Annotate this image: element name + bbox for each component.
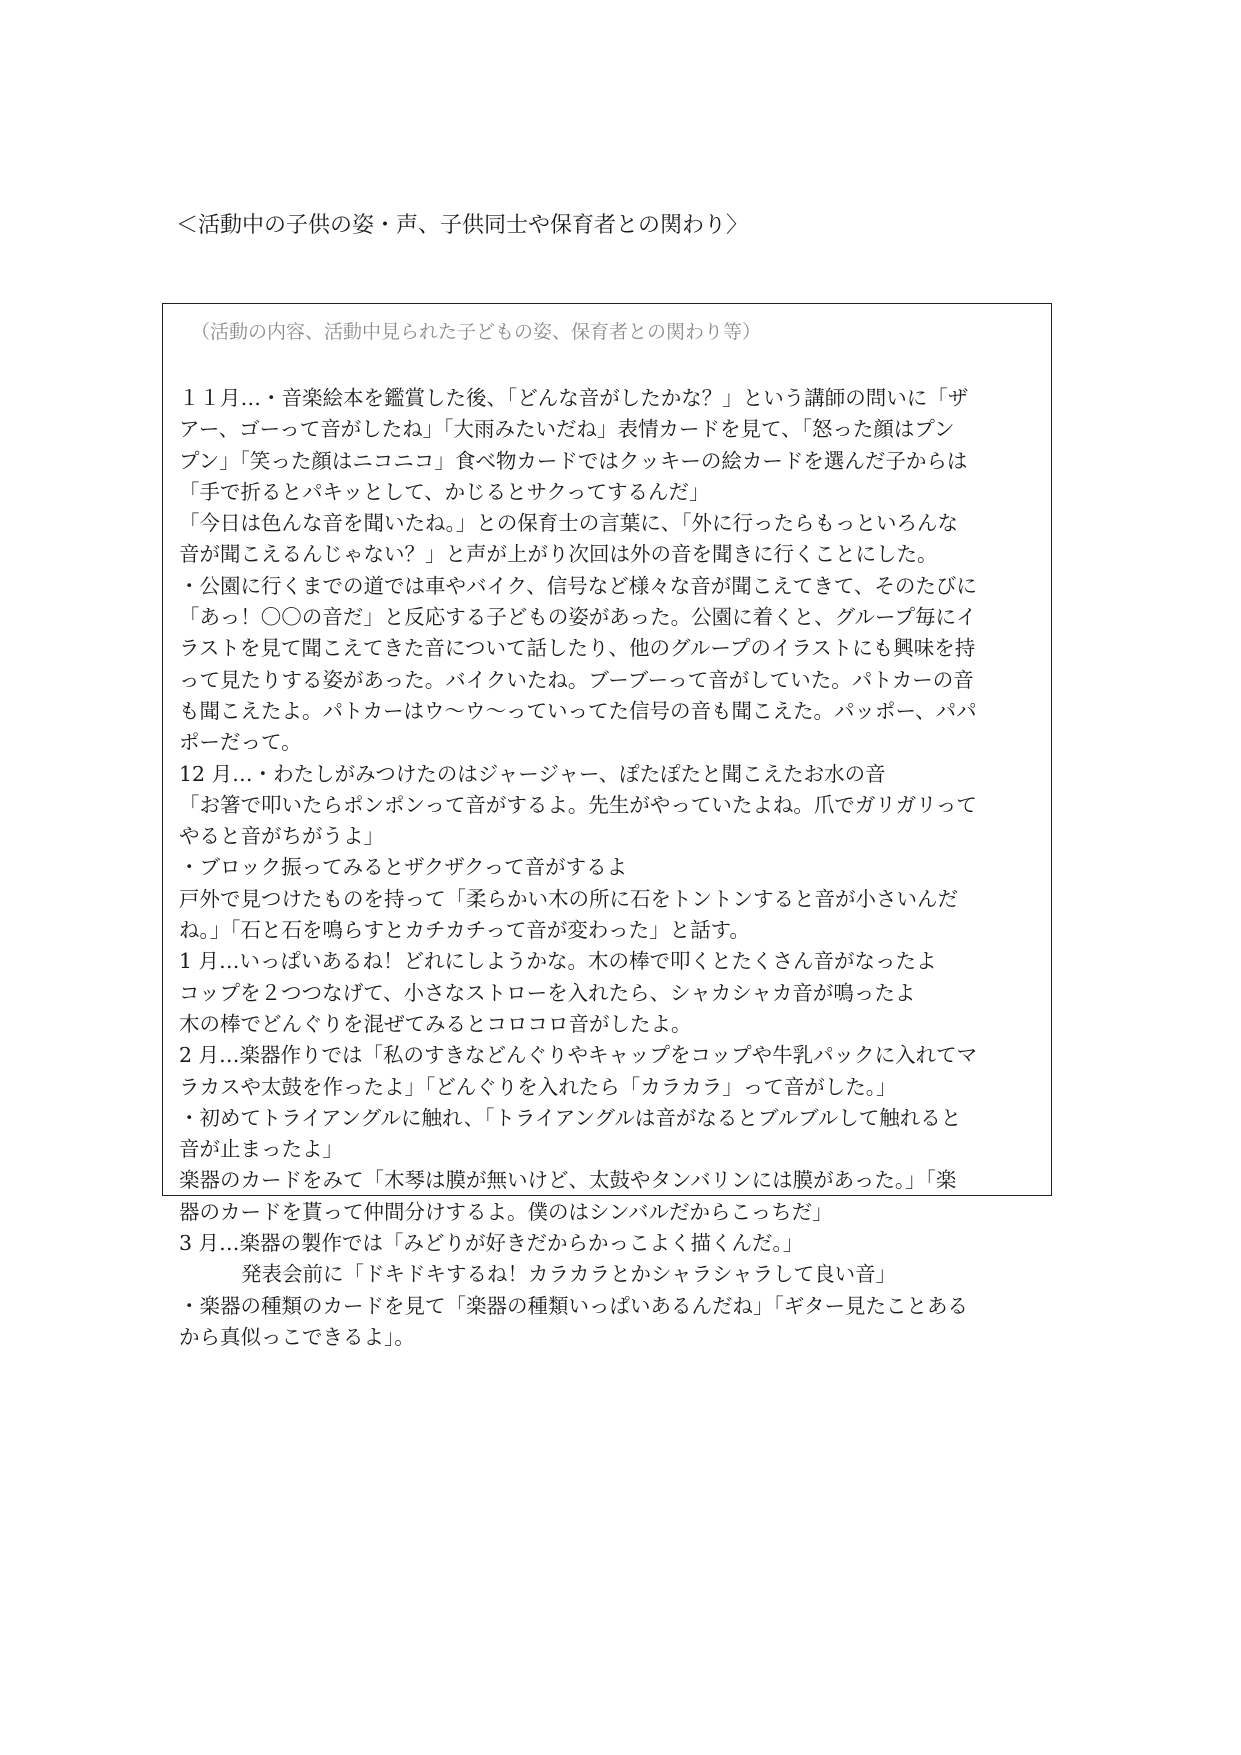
activity-record-box xyxy=(162,303,1052,1349)
record-line: 「お箸で叩いたらポンポンって音がするよ。先生がやっていたよね。爪でガリガリって xyxy=(179,792,977,817)
record-line: ね。」「石と石を鳴らすとカチカチって音が変わった」と話す。 xyxy=(179,918,750,943)
record-line: から真似っこできるよ」。 xyxy=(179,1324,415,1349)
record-line: 発表会前に「ドキドキするね！カラカラとかシャラシャラして良い音」 xyxy=(241,1262,897,1287)
record-line: コップを２つつなげて、小さなストローを入れたら、シャカシャカ音が鳴ったよ xyxy=(179,980,916,1005)
record-line: 戸外で見つけたものを持って「柔らかい木の所に石をトントンすると音が小さいんだ xyxy=(179,886,958,911)
record-line: 木の棒でどんぐりを混ぜてみるとコロコロ音がしたよ。 xyxy=(179,1011,692,1036)
record-line: ・初めてトライアングルに触れ、「トライアングルは音がなるとブルブルして触れると xyxy=(179,1105,962,1130)
record-line: 「今日は色んな音を聞いたね。」との保育士の言葉に、「外に行ったらもっといろんな xyxy=(179,511,958,536)
record-text-body xyxy=(179,383,1047,1353)
record-line: 音が聞こえるんじゃない？」と声が上がり次回は外の音を聞きに行くことにした。 xyxy=(179,542,938,567)
record-line: 「手で折るとパキッとして、かじるとサクってするんだ」 xyxy=(179,479,710,504)
record-line: プン」「笑った顔はニコニコ」食べ物カードではクッキーの絵カードを選んだ子からは xyxy=(179,448,968,473)
record-line: １１月…・音楽絵本を鑑賞した後、「どんな音がしたかな？」という講師の問いに「ザ xyxy=(179,386,969,410)
box-instruction-note: （活動の内容、活動中見られた子どもの姿、保育者との関わり等） xyxy=(191,321,762,343)
record-line: 器のカードを貰って仲間分けするよ。僕のはシンバルだからこっちだ」 xyxy=(179,1199,833,1224)
record-line: 楽器のカードをみて「木琴は膜が無いけど、太鼓やタンバリンには膜があった。」「楽 xyxy=(179,1168,957,1193)
record-line: ・ブロック振ってみるとザクザクって音がするよ xyxy=(179,855,628,880)
record-line: 2 月…楽器作りでは「私のすきなどんぐりやキャップをコップや牛乳パックに入れてマ xyxy=(179,1043,978,1068)
record-line: も聞こえたよ。パトカーはウ～ウ～っていってた信号の音も聞こえた。パッポー、パパ xyxy=(179,698,977,723)
record-line: って見たりする姿があった。バイクいたね。ブーブーって音がしていた。パトカーの音 xyxy=(179,667,974,692)
record-line: ・楽器の種類のカードを見て「楽器の種類いっぱいあるんだね」「ギター見たことある xyxy=(179,1293,969,1318)
record-line: ・公園に行くまでの道では車やバイク、信号など様々な音が聞こえてきて、そのたびに xyxy=(179,573,977,598)
record-line: ラカスや太鼓を作ったよ」「どんぐりを入れたら「カラカラ」って音がした。」 xyxy=(179,1074,897,1099)
section-heading: ＜活動中の子供の姿・声、子供同士や保育者との関わり〉 xyxy=(176,213,749,238)
record-line: 1 月…いっぱいあるね！どれにしようかな。木の棒で叩くとたくさん音がなったよ xyxy=(179,949,937,974)
record-line: アー、ゴーって音がしたね」「大雨みたいだね」表情カードを見て、「怒った顔はプン xyxy=(179,417,955,442)
record-line: 12 月…・わたしがみつけたのはジャージャー、ぽたぽたと聞こえたお水の音 xyxy=(179,761,886,786)
record-line: 音が止まったよ」 xyxy=(179,1137,343,1162)
record-line: ラストを見て聞こえてきた音について話したり、他のグループのイラストにも興味を持 xyxy=(179,636,976,661)
record-line: ポーだって。 xyxy=(179,730,302,755)
record-line: 3 月…楽器の製作では「みどりが好きだからかっこよく描くんだ。」 xyxy=(179,1231,804,1256)
record-line: やると音がちがうよ」 xyxy=(179,824,384,849)
record-line: 「あっ！〇〇の音だ」と反応する子どもの姿があった。公園に着くと、グループ毎にイ xyxy=(179,605,977,630)
